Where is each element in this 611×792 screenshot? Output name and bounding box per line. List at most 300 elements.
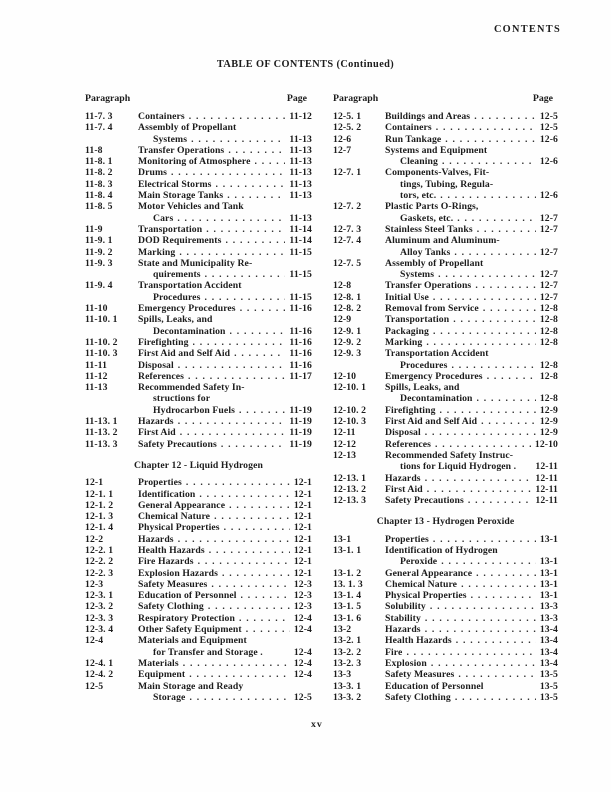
entry-title: Hydrocarbon Fuels <box>153 404 235 416</box>
dot-leader <box>433 292 536 303</box>
entry-last-line <box>385 416 558 427</box>
entry-title-line: structions for <box>153 393 211 405</box>
entry-title: Emergency Procedures <box>385 370 483 382</box>
entry-title-line: Recommended Safety Instruc- <box>385 449 514 461</box>
page-ref: 13-1 <box>539 578 558 590</box>
entry-title: Respiratory Protection <box>138 612 235 624</box>
entry-title: tions for Liquid Hydrogen . <box>400 461 517 473</box>
entry-body <box>385 534 558 545</box>
entry-title: Health Hazards <box>138 544 205 556</box>
entry-title: Fire <box>385 646 403 658</box>
paragraph-number: 11-8. 2 <box>85 167 113 179</box>
page-ref: 12-8 <box>539 370 558 382</box>
page-ref: 11-14 <box>289 235 312 247</box>
entry-title: Disposal <box>138 359 174 371</box>
page-ref: 12-1 <box>293 522 312 534</box>
dot-leader <box>445 134 536 145</box>
toc-entry <box>333 495 558 506</box>
dot-leader <box>440 190 536 201</box>
entry-last-line <box>138 360 312 371</box>
dot-leader <box>483 303 536 314</box>
entry-last-line <box>138 511 312 522</box>
dot-leader <box>255 156 286 167</box>
page-ref: 12-7 <box>539 246 558 258</box>
paragraph-number: 12-1. 4 <box>85 522 114 534</box>
entry-title: Firefighting <box>385 404 436 416</box>
entry-body <box>138 489 312 500</box>
entry-body <box>138 303 312 314</box>
dot-leader <box>205 269 286 280</box>
dot-leader <box>425 427 536 438</box>
paragraph-number: 12-1. 2 <box>85 499 114 511</box>
page-ref: 12-1 <box>293 556 312 568</box>
page-ref: 12-8 <box>539 359 558 371</box>
entry-last-line <box>385 658 558 669</box>
dot-leader <box>211 579 289 590</box>
entry-body <box>138 122 312 145</box>
entry-last-line <box>385 405 558 416</box>
dot-leader <box>468 495 532 506</box>
entry-title: Decontamination <box>153 325 226 337</box>
toc-entry <box>333 371 558 382</box>
entry-title: Stainless Steel Tanks <box>385 223 473 235</box>
toc-entry <box>333 624 558 635</box>
entry-body <box>138 416 312 427</box>
entry-body <box>385 416 558 427</box>
toc-entry <box>85 545 312 556</box>
entry-last-line <box>385 360 558 371</box>
toc-entry <box>85 568 312 579</box>
entry-title: Safety Precautions <box>138 438 217 450</box>
entry-last-line <box>138 647 312 658</box>
column-header-paragraph-left: Paragraph <box>85 93 131 104</box>
entry-title: Initial Use <box>385 291 429 303</box>
toc-entry <box>85 439 312 450</box>
entry-body <box>138 348 312 359</box>
entry-title: Solubility <box>385 601 426 613</box>
page-ref: 12-7 <box>539 223 558 235</box>
dot-leader <box>461 579 536 590</box>
dot-leader <box>475 280 536 291</box>
entry-last-line <box>385 439 558 450</box>
entry-body <box>385 122 558 133</box>
paragraph-number: 12-6 <box>333 133 352 145</box>
entry-last-line <box>385 647 558 658</box>
toc-entry <box>333 303 558 314</box>
toc-entry <box>333 122 558 133</box>
page-ref: 12-1 <box>293 567 312 579</box>
page-ref: 12-4 <box>293 646 312 658</box>
entry-last-line <box>385 692 558 703</box>
toc-entry <box>85 314 312 337</box>
page-ref: 12-5 <box>539 111 558 122</box>
entry-last-line <box>385 190 558 201</box>
entry-title: Containers <box>138 111 185 122</box>
entry-title-line: Assembly of Propellant <box>138 122 237 134</box>
page-ref: 13-4 <box>539 646 558 658</box>
toc-entry <box>333 145 558 168</box>
paragraph-number: 12-7. 4 <box>333 235 362 247</box>
paragraph-number: 12-10. 3 <box>333 416 367 428</box>
entry-title: Chemical Nature <box>385 578 458 590</box>
paragraph-number: 12-13. 2 <box>333 483 367 495</box>
toc-entry <box>85 190 312 201</box>
page-ref: 12-6 <box>539 156 558 168</box>
entry-body <box>138 477 312 488</box>
toc-entry <box>333 601 558 612</box>
page-ref: 13-4 <box>539 624 558 636</box>
entry-body <box>385 337 558 348</box>
toc-entry <box>85 179 312 190</box>
page-ref: 12-7 <box>539 269 558 281</box>
entry-last-line <box>385 292 558 303</box>
entry-last-line <box>138 145 312 156</box>
entry-title: Systems <box>153 133 188 145</box>
entry-body <box>138 247 312 258</box>
paragraph-number: 12-7. 5 <box>333 257 362 269</box>
page-ref: 12-4 <box>293 657 312 669</box>
entry-title-line: Plastic Parts O-Rings, <box>385 201 479 213</box>
dot-leader <box>227 190 285 201</box>
entry-last-line <box>138 601 312 612</box>
paragraph-number: 12-9. 2 <box>333 336 362 348</box>
entry-last-line <box>138 427 312 438</box>
entry-last-line <box>385 393 558 404</box>
page-ref: 13-5 <box>539 691 558 703</box>
paragraph-number: 11-13 <box>85 382 108 394</box>
entry-body <box>385 314 558 325</box>
entry-body <box>385 134 558 145</box>
entry-body <box>385 681 558 692</box>
page-ref: 13-1 <box>539 590 558 602</box>
entry-last-line <box>138 556 312 567</box>
toc-entry <box>85 500 312 511</box>
toc-entry <box>333 473 558 484</box>
paragraph-number: 13-1 <box>333 533 352 545</box>
entry-body <box>385 590 558 601</box>
dot-leader <box>193 337 286 348</box>
page-ref: 11-15 <box>289 246 312 258</box>
dot-leader <box>477 224 536 235</box>
entry-last-line <box>138 337 312 348</box>
page-ref: 11-15 <box>289 291 312 303</box>
page-ref: 11-14 <box>289 223 312 235</box>
dot-leader <box>177 213 285 224</box>
toc-entry <box>85 360 312 371</box>
entry-body <box>385 495 558 506</box>
toc-entry <box>85 416 312 427</box>
paragraph-number: 13. 1. 3 <box>333 578 363 590</box>
entry-body <box>138 201 312 224</box>
entry-title: Other Safety Equipment <box>138 624 242 636</box>
page-ref: 11-12 <box>289 111 312 122</box>
entry-title: Decontamination <box>400 393 473 405</box>
entry-title-line: tings, Tubing, Regula- <box>400 178 494 190</box>
paragraph-number: 13-3. 2 <box>333 691 362 703</box>
dot-leader <box>216 179 286 190</box>
entry-title: General Appearance <box>138 499 226 511</box>
page-ref: 12-9 <box>539 416 558 428</box>
entry-title: Electrical Storms <box>138 178 212 190</box>
paragraph-number: 12-1 <box>85 477 104 489</box>
paragraph-number: 11-13. 3 <box>85 438 118 450</box>
paragraph-number: 12-8 <box>333 280 352 292</box>
paragraph-number: 11-7. 3 <box>85 111 113 122</box>
entry-last-line <box>385 269 558 280</box>
entry-last-line <box>385 534 558 545</box>
page-ref: 12-8 <box>539 303 558 315</box>
dot-leader <box>171 167 285 178</box>
entry-last-line <box>138 269 312 280</box>
dot-leader <box>224 522 290 533</box>
entry-last-line <box>138 545 312 556</box>
entry-title: Safety Measures <box>138 578 208 590</box>
entry-title: Safety Precautions <box>385 495 464 507</box>
page-ref: 12-9 <box>539 427 558 439</box>
entry-body <box>138 235 312 246</box>
entry-body <box>138 500 312 511</box>
paragraph-number: 11-9. 4 <box>85 280 113 292</box>
toc-entry <box>333 405 558 416</box>
dot-leader <box>226 235 286 246</box>
dot-leader <box>426 337 536 348</box>
paragraph-number: 12-1. 3 <box>85 511 114 523</box>
paragraph-number: 12-3. 1 <box>85 590 114 602</box>
entry-body <box>138 427 312 438</box>
toc-entry <box>85 371 312 382</box>
entry-last-line <box>385 484 558 495</box>
dot-leader <box>436 122 536 133</box>
entry-body <box>385 145 558 168</box>
paragraph-number: 11-8. 4 <box>85 190 113 202</box>
page-ref: 12-11 <box>535 461 558 473</box>
entry-last-line <box>385 556 558 567</box>
paragraph-number: 13-2. 3 <box>333 657 362 669</box>
toc-entry <box>85 247 312 258</box>
toc-entry <box>333 484 558 495</box>
dot-leader <box>456 635 536 646</box>
dot-leader <box>240 303 286 314</box>
entry-body <box>138 556 312 567</box>
paragraph-number: 13-2. 2 <box>333 646 362 658</box>
page-ref: 11-13 <box>289 156 312 168</box>
toc-entry <box>333 681 558 692</box>
entry-body <box>385 224 558 235</box>
entry-last-line <box>385 122 558 133</box>
entry-last-line <box>138 522 312 533</box>
toc-entry <box>333 201 558 224</box>
toc-entry <box>85 145 312 156</box>
page-ref: 12-11 <box>535 472 558 484</box>
paragraph-number: 12-10. 1 <box>333 382 367 394</box>
entry-title: Hazards <box>138 416 174 428</box>
entry-title-line: Assembly of Propellant <box>385 257 484 269</box>
entry-title: Properties <box>385 533 429 545</box>
toc-entry <box>333 416 558 427</box>
paragraph-number: 11-9. 3 <box>85 257 113 269</box>
dot-leader <box>477 393 536 404</box>
entry-last-line <box>385 473 558 484</box>
dot-leader <box>454 247 535 258</box>
entry-title: DOD Requirements <box>138 235 222 247</box>
entry-body <box>385 669 558 680</box>
entry-title-line: Spills, Leaks, and <box>138 314 213 326</box>
paragraph-number: 12-4. 1 <box>85 657 114 669</box>
entry-last-line <box>385 111 558 122</box>
page-ref: 12-6 <box>539 190 558 202</box>
dot-leader <box>228 145 285 156</box>
entry-title-line: Systems and Equipment <box>385 144 488 156</box>
page-ref: 11-16 <box>289 325 312 337</box>
entry-last-line <box>138 613 312 624</box>
entry-body <box>138 156 312 167</box>
entry-last-line <box>138 669 312 680</box>
dot-leader <box>208 601 290 612</box>
entry-last-line <box>385 590 558 601</box>
toc-entry <box>333 635 558 646</box>
toc-column-right <box>333 111 558 703</box>
entry-body <box>385 439 558 450</box>
entry-body <box>138 371 312 382</box>
entry-body <box>138 190 312 201</box>
entry-body <box>138 522 312 533</box>
page-ref: 13-4 <box>539 657 558 669</box>
toc-entry <box>85 167 312 178</box>
entry-title-line: Identification of Hydrogen <box>385 544 498 556</box>
toc-entry <box>85 522 312 533</box>
paragraph-number: 12-12 <box>333 438 357 450</box>
entry-body <box>138 624 312 635</box>
dot-leader <box>458 669 535 680</box>
dot-leader <box>178 360 286 371</box>
entry-title: Buildings and Areas <box>385 111 471 122</box>
entry-body <box>385 235 558 258</box>
paragraph-number: 12-13 <box>333 449 357 461</box>
toc-entry <box>333 427 558 438</box>
entry-body <box>138 280 312 303</box>
dot-leader <box>189 692 289 703</box>
paragraph-number: 11-10. 1 <box>85 314 118 326</box>
paragraph-number: 12-5. 1 <box>333 111 362 122</box>
entry-last-line <box>385 326 558 337</box>
paragraph-number: 12-11 <box>333 427 356 439</box>
paragraph-number: 12-9 <box>333 314 352 326</box>
page-ref: 12-11 <box>535 495 558 507</box>
entry-title-line: State and Municipality Re- <box>138 257 253 269</box>
entry-title: Transportation <box>138 223 203 235</box>
dot-leader <box>451 360 535 371</box>
dot-leader <box>433 534 536 545</box>
entry-title: Peroxide <box>400 556 438 568</box>
page-ref: 12-7 <box>539 280 558 292</box>
dot-leader <box>230 326 286 337</box>
dot-leader <box>198 556 290 567</box>
entry-last-line <box>138 439 312 450</box>
entry-title: tors, etc. <box>400 190 437 202</box>
page-ref: 13-5 <box>539 680 558 692</box>
page-ref: 12-1 <box>293 499 312 511</box>
entry-last-line <box>385 213 558 224</box>
entry-title: Gaskets, etc. <box>400 212 454 224</box>
page-ref: 13-3 <box>539 612 558 624</box>
toc-entry <box>333 450 558 473</box>
entry-title-line: Components-Valves, Fit- <box>385 167 490 179</box>
entry-title: First Aid and Self Aid <box>385 416 478 428</box>
entry-body <box>138 224 312 235</box>
dot-leader <box>204 292 285 303</box>
entry-last-line <box>385 371 558 382</box>
entry-title: Cleaning <box>400 156 438 168</box>
paragraph-number: 13-3 <box>333 669 352 681</box>
dot-leader <box>239 613 290 624</box>
page-ref: 13-1 <box>539 533 558 545</box>
page-ref: 12-1 <box>293 488 312 500</box>
dot-leader <box>406 647 535 658</box>
dot-leader <box>199 489 289 500</box>
toc-entry <box>333 579 558 590</box>
entry-body <box>138 145 312 156</box>
entry-body <box>385 303 558 314</box>
page-ref: 12-9 <box>539 404 558 416</box>
page-ref: 11-16 <box>289 303 312 315</box>
dot-leader <box>427 484 532 495</box>
entry-last-line <box>385 280 558 291</box>
entry-body <box>138 258 312 281</box>
paragraph-number: 11-8. 3 <box>85 178 113 190</box>
entry-last-line <box>138 247 312 258</box>
paragraph-number: 12-3. 4 <box>85 624 114 636</box>
page-ref: 12-3 <box>293 590 312 602</box>
entry-last-line <box>138 156 312 167</box>
entry-last-line <box>138 568 312 579</box>
paragraph-number: 11-9. 1 <box>85 235 113 247</box>
entry-title-line: Materials and Equipment <box>138 635 247 647</box>
dot-leader <box>214 511 290 522</box>
toc-entry <box>85 348 312 359</box>
entry-title: Hazards <box>385 624 421 636</box>
page-ref: 11-13 <box>289 190 312 202</box>
paragraph-number: 11-10 <box>85 303 108 315</box>
page-ref: 11-13 <box>289 212 312 224</box>
dot-leader <box>425 473 532 484</box>
entry-body <box>138 568 312 579</box>
paragraph-number: 12-3. 3 <box>85 612 114 624</box>
paragraph-number: 12-4 <box>85 635 104 647</box>
toc-entry <box>333 235 558 258</box>
entry-last-line <box>138 534 312 545</box>
toc-entry <box>333 534 558 545</box>
entry-body <box>385 450 558 473</box>
entry-last-line <box>385 568 558 579</box>
entry-body <box>385 292 558 303</box>
entry-title: Removal from Service <box>385 303 479 315</box>
toc-entry <box>85 601 312 612</box>
paragraph-number: 13-1. 4 <box>333 590 362 602</box>
entry-last-line <box>385 461 558 472</box>
paragraph-number: 12-9. 3 <box>333 348 362 360</box>
entry-title: References <box>138 370 185 382</box>
entry-last-line <box>385 314 558 325</box>
entry-body <box>385 348 558 371</box>
entry-last-line <box>138 235 312 246</box>
page-ref: 11-13 <box>289 144 312 156</box>
dot-leader <box>183 658 290 669</box>
page-ref: 11-19 <box>289 438 312 450</box>
entry-title: Disposal <box>385 427 421 439</box>
entry-last-line <box>138 658 312 669</box>
entry-title: Transfer Operations <box>385 280 472 292</box>
dot-leader <box>457 213 536 224</box>
